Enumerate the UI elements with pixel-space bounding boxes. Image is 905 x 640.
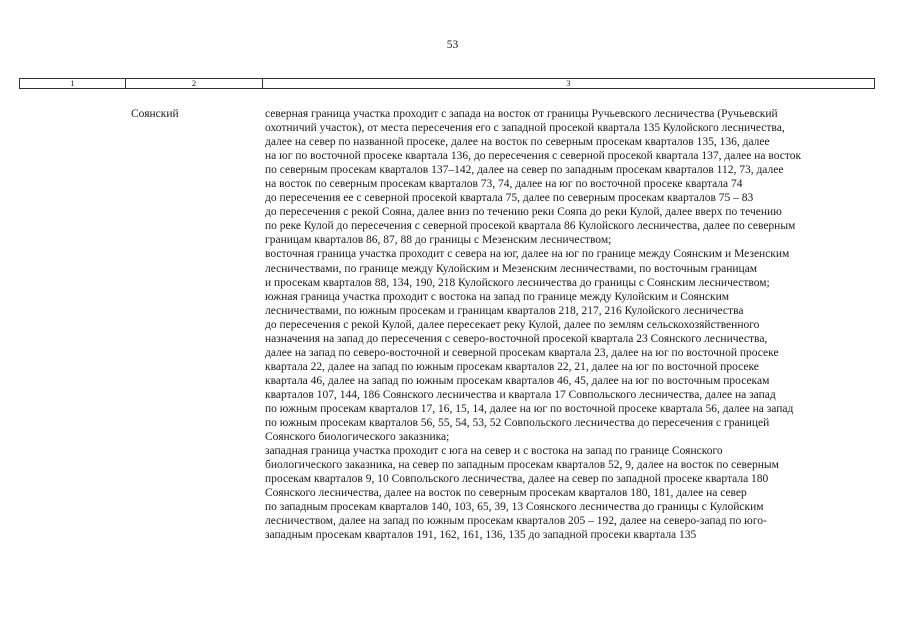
description-line: далее на запад по северо-восточной и северной просекам квартала 23, далее на юг по восточной просеке bbox=[265, 346, 779, 359]
description-line: по реке Кулой до пересечения с северной просекой квартала 86 Кулойского лесничества, далее по северным bbox=[265, 220, 796, 233]
description-line: охотничий участок), от места пересечения его с западной просекой квартала 135 Кулойского лесничества, bbox=[265, 122, 785, 135]
column-header-2: 2 bbox=[126, 79, 263, 88]
description-line: до пересечения с рекой Кулой, далее пересекает реку Кулой, далее по землям сельскохозяйственного bbox=[265, 318, 760, 331]
description-line: квартала 46, далее на запад по южным просекам кварталов 46, 45, далее на юг по восточным просекам bbox=[265, 374, 770, 387]
page-number: 53 bbox=[446, 39, 459, 51]
column-header-table bbox=[19, 78, 875, 89]
description-line: и просекам кварталов 88, 134, 190, 218 Кулойского лесничества до границы с Соянским лесничеством; bbox=[265, 276, 770, 289]
description-line: лесничествами, по южным просекам и границам кварталов 218, 217, 216 Кулойского лесничества bbox=[265, 304, 744, 317]
description-line: южная граница участка проходит с востока на запад по границе между Кулойским и Соянским bbox=[265, 290, 730, 303]
description-line: на юг по восточной просеке квартала 136, до пересечения с северной просекой квартала 137, далее на восток bbox=[265, 150, 802, 163]
description-line: по южным просекам кварталов 17, 16, 15, 14, далее на юг по восточной просеке квартала 56, далее на запад bbox=[265, 402, 794, 415]
column-header-3: 3 bbox=[566, 78, 571, 88]
description-line: северная граница участка проходит с запада на восток от границы Ручьевского лесничества (Ручьевский bbox=[265, 108, 778, 120]
description-line: до пересечения ее с северной просекой квартала 75, далее по северным просекам кварталов 75 – 83 bbox=[265, 192, 754, 205]
description-line: лесничествами, по границе между Кулойским и Мезенским лесничествами, по восточным границам bbox=[265, 262, 758, 275]
description-line: по южным просекам кварталов 56, 55, 54, 53, 52 Совпольского лесничества до пересечения с границей bbox=[265, 417, 770, 430]
description-line: Соянского лесничества, далее на восток по северным просекам кварталов 180, 181, далее на север bbox=[265, 487, 747, 500]
boundary-description bbox=[265, 107, 875, 542]
description-line: до пересечения с рекой Сояна, далее вниз по течению реки Сояпа до реки Кулой, далее вверх по течению bbox=[265, 206, 782, 219]
column-header-1: 1 bbox=[20, 79, 126, 88]
description-line: на восток по северным просекам кварталов 73, 74, далее на юг по восточной просеке квартала 74 bbox=[265, 178, 743, 191]
description-line: назначения на запад до пересечения с северо-восточной просекой квартала 23 Соянского лесничества, bbox=[265, 332, 768, 345]
description-line: Соянского биологического заказника; bbox=[265, 431, 450, 444]
description-line: кварталов 107, 144, 186 Соянского лесничества и квартала 17 Совпольского лесничества, далее на запад bbox=[265, 388, 776, 401]
description-line: западным просекам кварталов 191, 162, 161, 136, 135 до западной просеки квартала 135 bbox=[265, 529, 697, 542]
description-line: границам кварталов 86, 87, 88 до границы с Мезенским лесничеством; bbox=[265, 234, 612, 247]
description-line: лесничеством, далее на запад по южным просекам кварталов 205 – 192, далее на северо-запад по юго- bbox=[265, 515, 767, 528]
description-line: западная граница участка проходит с юга на север и с востока на запад по границе Соянского bbox=[265, 445, 723, 458]
description-line: просекам кварталов 9, 10 Совпольского лесничества, далее на север по западной просеке квартала 180 bbox=[265, 473, 769, 486]
hunting-area-name: Соянский bbox=[131, 108, 179, 120]
description-line: восточная граница участка проходит с севера на юг, далее на юг по границе между Соянским и Мезенским bbox=[265, 248, 790, 261]
description-line: квартала 22, далее на запад по южным просекам кварталов 22, 21, далее на юг по восточной просеке bbox=[265, 360, 759, 373]
description-line: биологического заказника, на север по западным просекам кварталов 52, 9, далее на восток по северным bbox=[265, 459, 779, 472]
description-line: далее на север по названной просеке, далее на восток по северным просекам кварталов 135, 136, далее bbox=[265, 136, 770, 149]
description-line: по северным просекам кварталов 137–142, далее на север по западным просекам кварталов 112, 73, далее bbox=[265, 164, 784, 177]
description-line: по западным просекам кварталов 140, 103, 65, 39, 13 Соянского лесничества до границы с Кулойским bbox=[265, 501, 764, 514]
